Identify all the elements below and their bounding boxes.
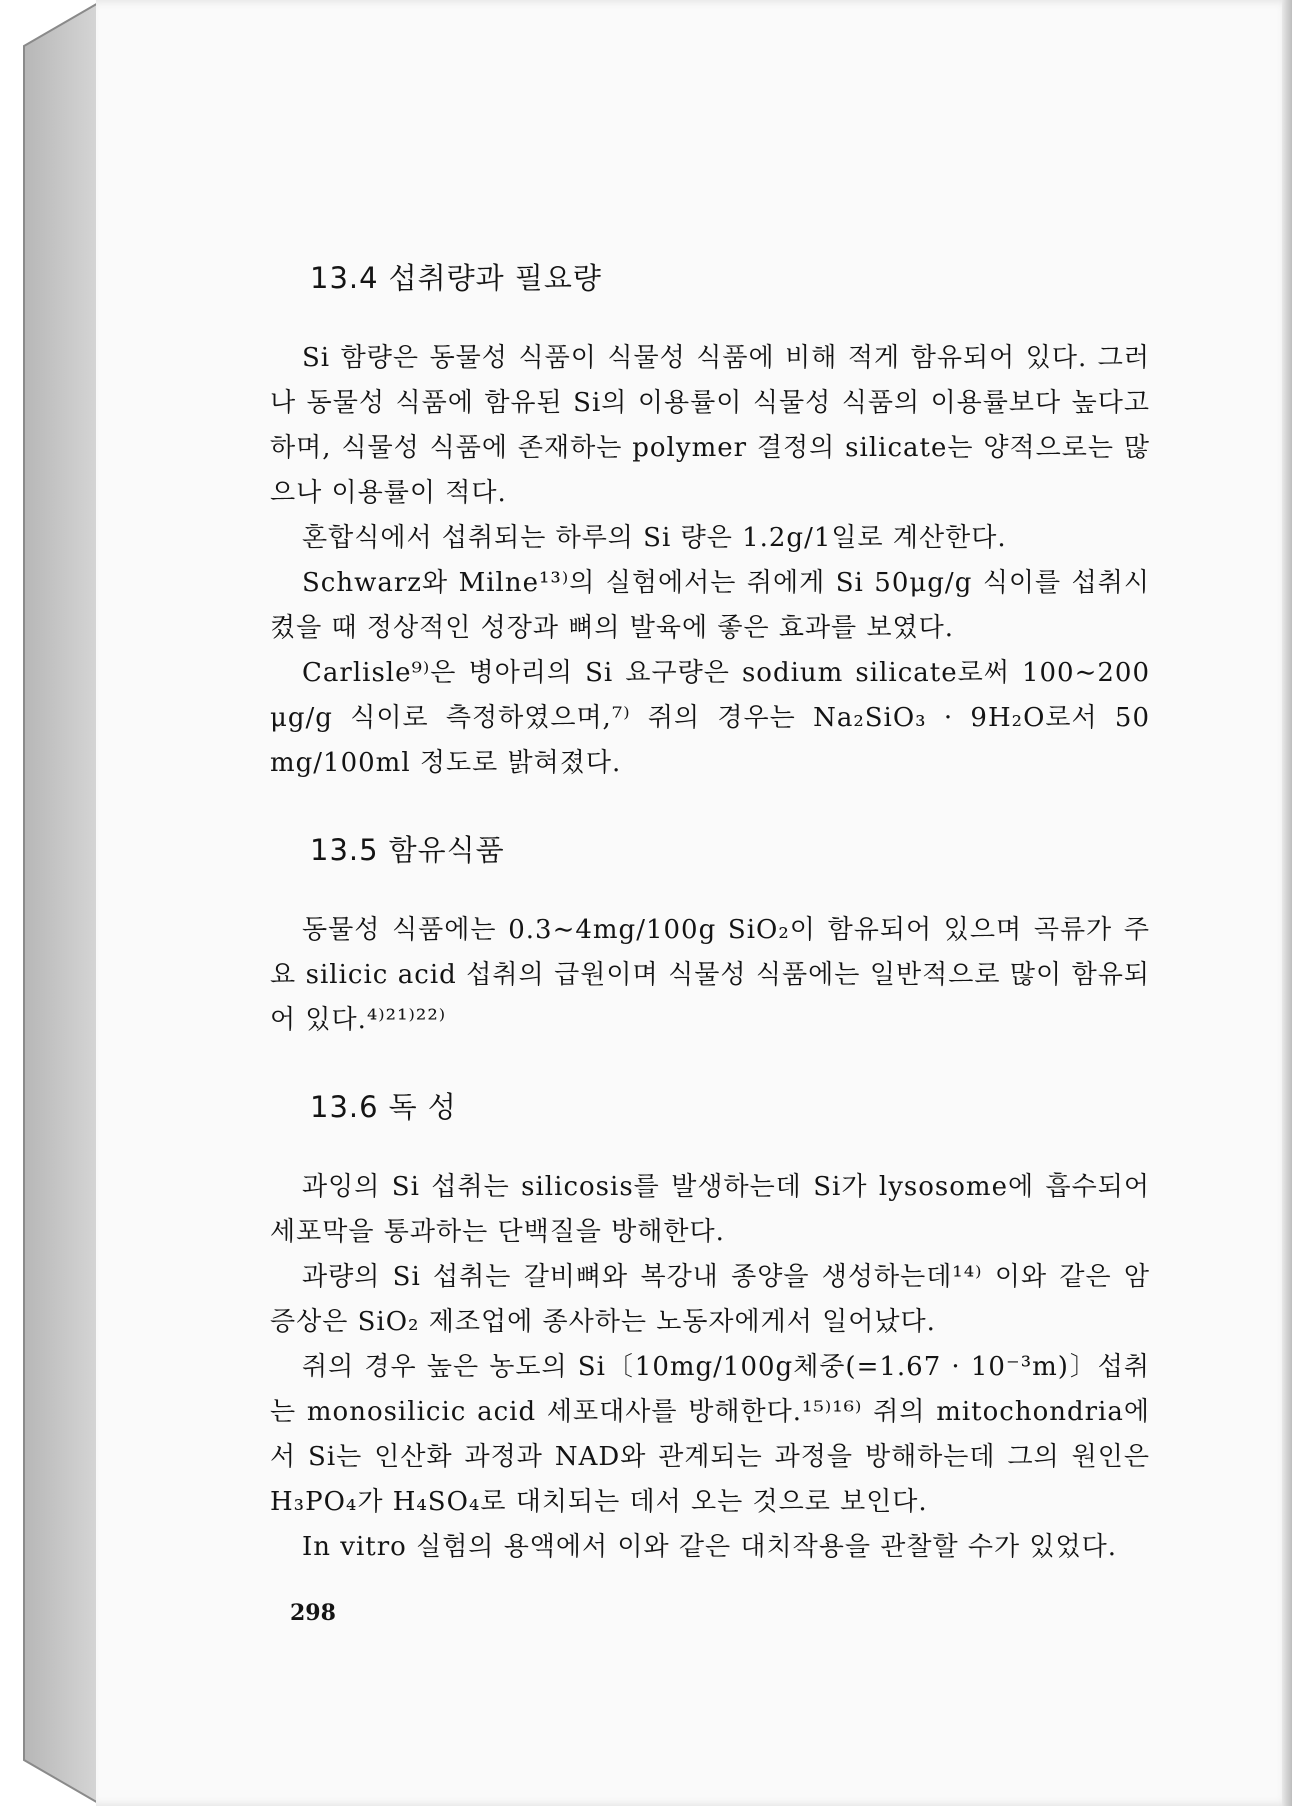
section-heading-13-4 (310, 258, 1150, 298)
paragraph: 과잉의 Si 섭취는 silicosis를 발생하는데 Si가 lysosome에 흡수되어 세포막을 통과하는 단백질을 방해한다. (270, 1172, 1150, 1247)
paragraph: In vitro 실험의 용액에서 이와 같은 대치작용을 관찰할 수가 있었다. (302, 1532, 1117, 1562)
section-heading-13-6 (310, 1087, 1150, 1127)
section-title: 함유식품 (388, 833, 505, 867)
section-number: 13.5 (310, 833, 379, 867)
paragraph: Si 함량은 동물성 식품이 식물성 식품에 비해 적게 함유되어 있다. 그러나 동물성 식품에 함유된 Si의 이용률이 식물성 식품의 이용률보다 높다고 하며, 식물성 식품에 존재하는 polymer 결정의 silicate는 양적으로는 많으나 이용률이 적다. (270, 343, 1150, 508)
page-number: 298 (290, 1600, 336, 1626)
paragraph: 과량의 Si 섭취는 갈비뼈와 복강내 종양을 생성하는데¹⁴⁾ 이와 같은 암 증상은 SiO₂ 제조업에 종사하는 노동자에게서 일어났다. (270, 1262, 1150, 1337)
paragraph: Carlisle⁹⁾은 병아리의 Si 요구량은 sodium silicate로써 100∼200 μg/g 식이로 측정하였으며,⁷⁾ 쥐의 경우는 Na₂SiO₃ · 9H₂O로서 50 mg/100ml 정도로 밝혀졌다. (270, 658, 1150, 778)
section-title: 독 성 (388, 1090, 457, 1124)
section-number: 13.6 (310, 1090, 379, 1124)
paragraph: 쥐의 경우 높은 농도의 Si〔10mg/100g체중(=1.67 · 10⁻³m)〕섭취는 monosilicic acid 세포대사를 방해한다.¹⁵⁾¹⁶⁾ 쥐의 mitochondria에서 Si는 인산화 과정과 NAD와 관계되는 과정을 방해하는데 그의 원인은 H₃PO₄가 H₄SO₄로 대치되는 데서 오는 것으로 보인다. (270, 1352, 1150, 1517)
section-title: 섭취량과 필요량 (388, 261, 602, 295)
section-number: 13.4 (310, 261, 379, 295)
paragraph: Schwarz와 Milne¹³⁾의 실험에서는 쥐에게 Si 50μg/g 식이를 섭취시켰을 때 정상적인 성장과 뼈의 발육에 좋은 효과를 보였다. (270, 568, 1150, 643)
page-content (270, 258, 1150, 1570)
paragraph: 혼합식에서 섭취되는 하루의 Si 량은 1.2g/1일로 계산한다. (302, 523, 1007, 553)
page-edge (1282, 0, 1292, 1806)
paragraph: 동물성 식품에는 0.3∼4mg/100g SiO₂이 함유되어 있으며 곡류가 주요 silicic acid 섭취의 급원이며 식물성 식품에는 일반적으로 많이 함유되어 있다.⁴⁾²¹⁾²²⁾ (270, 915, 1150, 1035)
section-heading-13-5 (310, 830, 1150, 870)
